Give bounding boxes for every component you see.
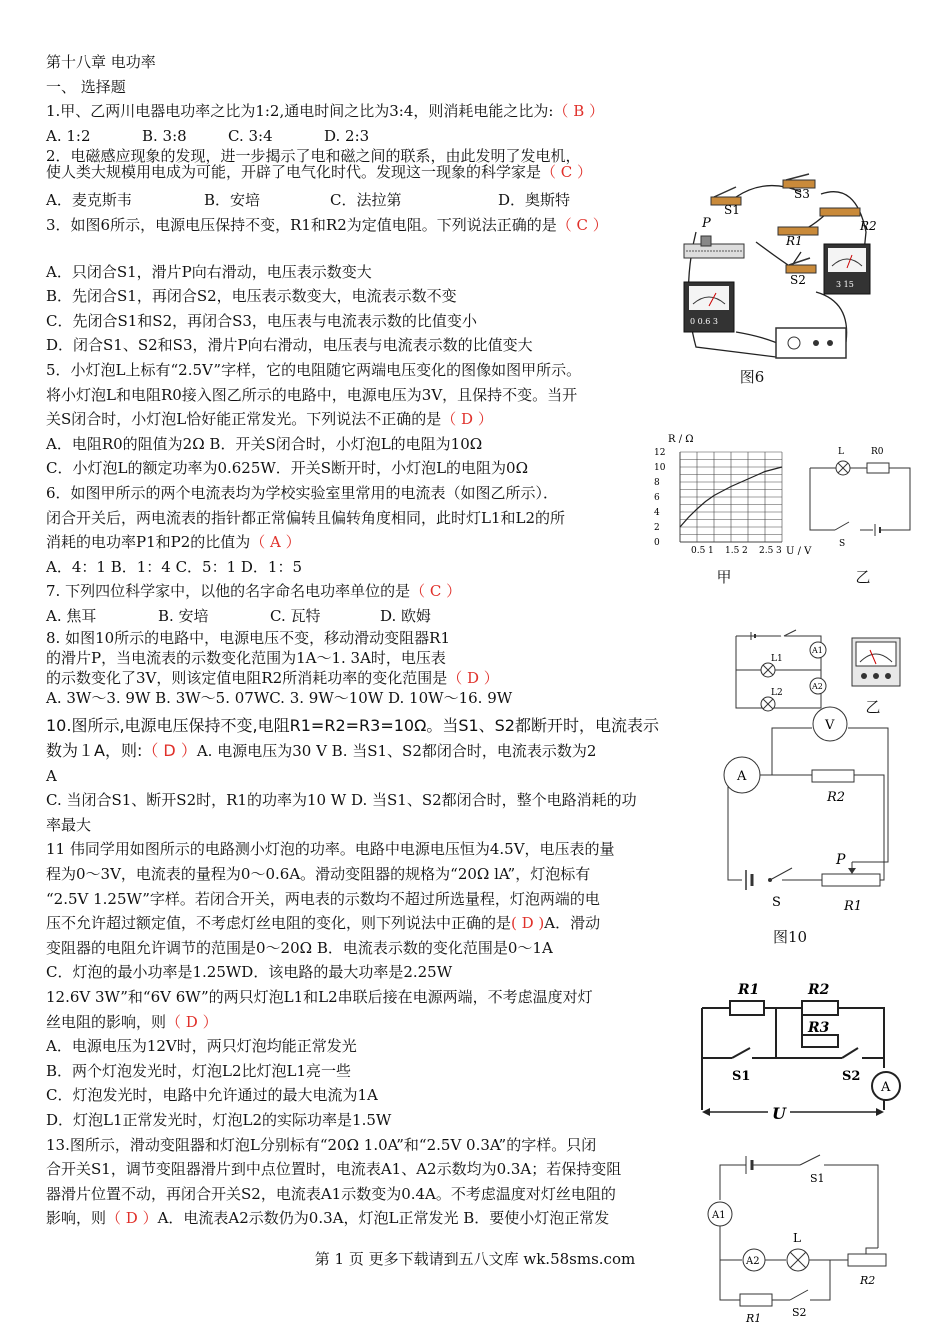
fig6-label-r1: R1 xyxy=(786,234,803,248)
q11-stem-4: 压不允许超过额定值，不考虑灯丝电阻的变化，则下列说法中正确的是( D )A．滑动 xyxy=(46,914,601,933)
power-supply xyxy=(776,328,846,358)
circuit-q5-caption: 乙 xyxy=(855,568,871,586)
q8-stem-2: 的滑片P，当电流表的示数变化范围为1A～1. 3A时，电压表 xyxy=(46,649,446,668)
figure-10-caption: 图10 xyxy=(772,928,808,946)
q13-label-a1: A1 xyxy=(712,1210,726,1221)
switch-s xyxy=(770,868,792,880)
fig6-voltmeter-scale: 3 15 xyxy=(836,280,854,289)
fig10-label-v: V xyxy=(825,718,835,733)
q7-stem: 7. 下列四位科学家中，以他的名字命名电功率单位的是（ C ） xyxy=(46,582,462,601)
fig6-label-p: P xyxy=(702,216,711,231)
q10-label-s1: S1 xyxy=(732,1069,751,1084)
chapter-title: 第十八章 电功率 xyxy=(46,53,156,71)
q11-stem-3: “2.5V 1.25W”字样。若闭合开关，两电表的示数均不超过所选量程，灯泡两端的电 xyxy=(46,889,600,908)
q10-answer: （ D ） xyxy=(142,741,197,761)
graph-ytick: 4 xyxy=(654,508,660,518)
q3-option-d: D．闭合S1、S2和S3，滑片P向右滑动，电压表与电流表示数的比值变大 xyxy=(46,336,533,355)
q11-stem-2: 程为0～3V，电流表的量程为0～0.6A。滑动变阻器的规格为“20Ω lA”，灯泡标有 xyxy=(46,865,591,884)
q10-stem-3: A xyxy=(46,766,57,785)
graph-ytick: 10 xyxy=(654,463,666,473)
q3-option-b: B．先闭合S1，再闭合S2，电压表示数变大，电流表示数不变 xyxy=(46,287,457,306)
q8-answer: （ D ） xyxy=(447,669,499,688)
q13-answer: （ D ） xyxy=(106,1209,158,1228)
q5-stem-3: 关S闭合时，小灯泡L恰好能正常发光。下列说法不正确的是（ D ） xyxy=(46,410,493,429)
resistor-r2 xyxy=(802,1001,838,1015)
q12-stem-1: 12.6V 3W”和“6V 6W”的两只灯泡L1和L2串联后接在电源两端，不考虑温度对灯 xyxy=(46,988,593,1006)
resistor-r2 xyxy=(812,770,854,782)
q2-stem-1: 2．电磁感应现象的发现，进一步揭示了电和磁之间的联系，由此发明了发电机， xyxy=(46,147,581,166)
resistor-r1 xyxy=(730,1001,764,1015)
q5-options-2: C．小灯泡L的额定功率为0.625W．开关S断开时，小灯泡L的电阻为0Ω xyxy=(46,459,529,478)
q3-option-a: A．只闭合S1，滑片P向右滑动，电压表示数变大 xyxy=(46,262,372,281)
page-footer: 第 1 页 更多下载请到五八文库 wk.58sms.com xyxy=(314,1250,636,1268)
yi-label-s: S xyxy=(839,539,846,549)
q10-label-u: U xyxy=(772,1104,786,1123)
q3-stem: 3．如图6所示，电源电压保持不变，R1和R2为定值电阻。下列说法正确的是（ C ） xyxy=(46,215,608,234)
fig6-label-r2: R2 xyxy=(860,219,877,233)
graph-xtick: 3 xyxy=(776,546,782,556)
q2-answer: （ C ） xyxy=(541,163,593,182)
graph-xtick: 0.5 xyxy=(691,546,706,556)
q6-stem-1: 6．如图甲所示的两个电流表均为学校实验室里常用的电流表（如图乙所示）． xyxy=(46,483,559,502)
q11-stem-1: 11 伟同学用如图所示的电路测小灯泡的功率。电路中电源电压恒为4.5V，电压表的量 xyxy=(46,840,615,859)
q13-label-s1: S1 xyxy=(810,1172,825,1185)
fig10-label-r2: R2 xyxy=(827,790,846,805)
fig10-label-p: P xyxy=(836,852,846,868)
resistor-r2 xyxy=(820,208,860,216)
circuit-q5 xyxy=(805,440,920,550)
q5-options-1: A．电阻R0的阻值为2Ω B．开关S闭合时，小灯泡L的电阻为10Ω xyxy=(46,434,483,453)
fig6-label-s3: S3 xyxy=(794,187,810,201)
graph-ylabel: R / Ω xyxy=(668,434,694,445)
q10-label-r1: R1 xyxy=(738,982,760,998)
q10-label-a: A xyxy=(881,1080,891,1095)
q6-label-a1: A1 xyxy=(812,646,823,655)
q10-label-r2: R2 xyxy=(808,982,830,998)
q5-stem-1: 5．小灯泡L上标有“2.5V”字样，它的电阻随它两端电压变化的图像如图甲所示。 xyxy=(46,360,582,379)
q13-label-l: L xyxy=(793,1231,801,1245)
circuit-q10 xyxy=(692,978,910,1128)
q6-label-l2: L2 xyxy=(771,688,783,698)
section-title: 一、 选择题 xyxy=(46,77,126,96)
graph-r-u xyxy=(646,430,812,560)
fig6-ammeter-scale: 0 0.6 3 xyxy=(690,317,718,326)
q8-stem-1: 8. 如图10所示的电路中，电源电压不变，移动滑动变阻器R1 xyxy=(46,629,451,648)
graph-xtick: 1 xyxy=(708,546,714,556)
graph-xlabel: U / V xyxy=(786,546,812,557)
q13-label-a2: A2 xyxy=(746,1256,760,1267)
q10-label-s2: S2 xyxy=(842,1069,861,1084)
resistor-r0 xyxy=(867,463,889,473)
q13-stem-2: 合开关S1，调节变阻器滑片到中点位置时，电流表A1、A2示数均为0.3A；若保持变阻 xyxy=(46,1160,622,1179)
q13-stem-3: 器滑片位置不动，再闭合开关S2，电流表A1示数变为0.4A。不考虑温度对灯丝电阻的 xyxy=(46,1184,616,1203)
q11-stem-6: C．灯泡的最小功率是1.25WD．该电路的最大功率是2.25W xyxy=(46,963,453,982)
q6-label-a2: A2 xyxy=(812,682,823,691)
q13-stem-4: 影响，则（ D ）A．电流表A2示数仍为0.3A，灯泡L正常发光 B．要使小灯泡正常发 xyxy=(46,1209,610,1228)
q12-option-a: A．电源电压为12V时，两只灯泡均能正常发光 xyxy=(46,1037,357,1056)
q6-options: A．4：1 B．1：4 C．5：1 D．1：5 xyxy=(46,557,303,576)
q13-stem-1: 13.图所示，滑动变阻器和灯泡L分别标有“20Ω 1.0A”和“2.5V 0.3A”的字样。只闭 xyxy=(46,1135,597,1154)
switch-s1 xyxy=(732,1048,750,1058)
graph-ytick: 8 xyxy=(654,478,660,488)
fig6-label-s2: S2 xyxy=(790,273,806,287)
q10-stem-5: 率最大 xyxy=(46,815,92,834)
q11-answer: ( D ) xyxy=(511,914,545,933)
q6-answer: （ A ） xyxy=(250,533,301,552)
q6-stem-2: 闭合开关后，两电流表的指针都正常偏转且偏转角度相同，此时灯L1和L2的所 xyxy=(46,508,566,527)
q5-answer: （ D ） xyxy=(441,410,493,429)
resistor-r3 xyxy=(802,1035,838,1047)
q13-label-r2: R2 xyxy=(860,1274,876,1287)
figure-10-circuit xyxy=(712,700,892,920)
q13-label-r1: R1 xyxy=(746,1312,762,1325)
rheostat-r1 xyxy=(822,874,880,886)
graph-ytick: 12 xyxy=(654,448,666,458)
circuit-q13 xyxy=(700,1150,900,1330)
q10-stem-2: 数为１A，则:（ D ）A. 电源电压为30 V B. 当S1、S2都闭合时，电流表示数为2 xyxy=(46,741,597,761)
figure-6-apparatus xyxy=(676,172,876,372)
q1-answer: （ B ） xyxy=(553,102,604,121)
q7-answer: （ C ） xyxy=(410,582,462,601)
graph-xtick: 2 xyxy=(742,546,748,556)
q2-stem-2: 使人类大规模用电成为可能，开辟了电气化时代。发现这一现象的科学家是（ C ） xyxy=(46,163,593,182)
q12-option-d: D．灯泡L1正常发光时，灯泡L2的实际功率是1.5W xyxy=(46,1110,392,1129)
graph-ytick: 2 xyxy=(654,523,660,533)
graph-ytick: 6 xyxy=(654,493,660,503)
q10-stem-4: C. 当闭合S1、断开S2时，R1的功率为10 W D. 当S1、S2都闭合时，整个电路消耗的功 xyxy=(46,791,637,810)
graph-xtick: 1.5 xyxy=(725,546,740,556)
resistor-r1 xyxy=(740,1294,772,1306)
switch-s2 xyxy=(790,1290,808,1300)
q2-options: A．麦克斯韦 B．安培 C．法拉第 D．奥斯特 xyxy=(46,191,571,210)
q13-label-s2: S2 xyxy=(792,1306,807,1319)
q6-stem-3: 消耗的电功率P1和P2的比值为（ A ） xyxy=(46,533,301,552)
yi-label-l: L xyxy=(838,447,844,457)
q12-stem-2: 丝电阻的影响，则（ D ） xyxy=(46,1012,218,1031)
q1-stem: 1.甲、乙两川电器电功率之比为1:2,通电时间之比为3:4，则消耗电能之比为:（ B ） xyxy=(46,102,604,121)
q7-options: A. 焦耳 B. 安培 C. 瓦特 D. 欧姆 xyxy=(46,606,432,625)
q3-option-c: C．先闭合S1和S2，再闭合S3，电压表与电流表示数的比值变小 xyxy=(46,311,477,330)
q12-answer: （ D ） xyxy=(166,1012,218,1031)
switch-s1 xyxy=(800,1155,820,1165)
switch-s xyxy=(835,522,849,530)
yi-label-r0: R0 xyxy=(871,447,884,457)
q1-options: A. 1:2 B. 3:8 C. 3:4 D. 2:3 xyxy=(46,126,370,145)
q11-stem-5: 变阻器的电阻允许调节的范围是0～20Ω B．电流表示数的变化范围是0～1A xyxy=(46,938,553,957)
q6-label-l1: L1 xyxy=(771,654,783,664)
circuit-q6-caption: 乙 xyxy=(865,698,881,716)
question-column xyxy=(46,50,676,1231)
graph-xtick: 2.5 xyxy=(759,546,774,556)
meter-photo-q6 xyxy=(848,634,904,690)
graph-ytick: 0 xyxy=(654,538,660,548)
q10-label-r3: R3 xyxy=(808,1020,830,1036)
figure-6-caption: 图6 xyxy=(739,368,765,386)
fig6-label-s1: S1 xyxy=(724,203,740,217)
q5-stem-2: 将小灯泡L和电阻R0接入图乙所示的电路中，电源电压为3V，且保持不变。当开 xyxy=(46,385,578,404)
q8-stem-3: 的示数变化了3V，则该定值电阻R2所消耗功率的变化范围是（ D ） xyxy=(46,669,499,688)
fig10-label-a: A xyxy=(737,769,747,784)
fig10-label-s: S xyxy=(772,895,781,910)
graph-caption: 甲 xyxy=(716,568,732,586)
q3-answer: （ C ） xyxy=(556,215,608,234)
q12-option-b: B．两个灯泡发光时，灯泡L2比灯泡L1亮一些 xyxy=(46,1061,352,1080)
q12-option-c: C．灯泡发光时，电路中允许通过的最大电流为1A xyxy=(46,1086,378,1105)
q8-options: A. 3W～3. 9W B. 3W～5. 07WC. 3. 9W～10W D. 10W～16. 9W xyxy=(46,689,513,708)
switch-s2 xyxy=(842,1048,858,1058)
q10-stem-1: 10.图所示,电源电压保持不变,电阻R1=R2=R3=10Ω。当S1、S2都断开时，电流表示 xyxy=(46,716,659,736)
fig10-label-r1: R1 xyxy=(844,899,863,914)
